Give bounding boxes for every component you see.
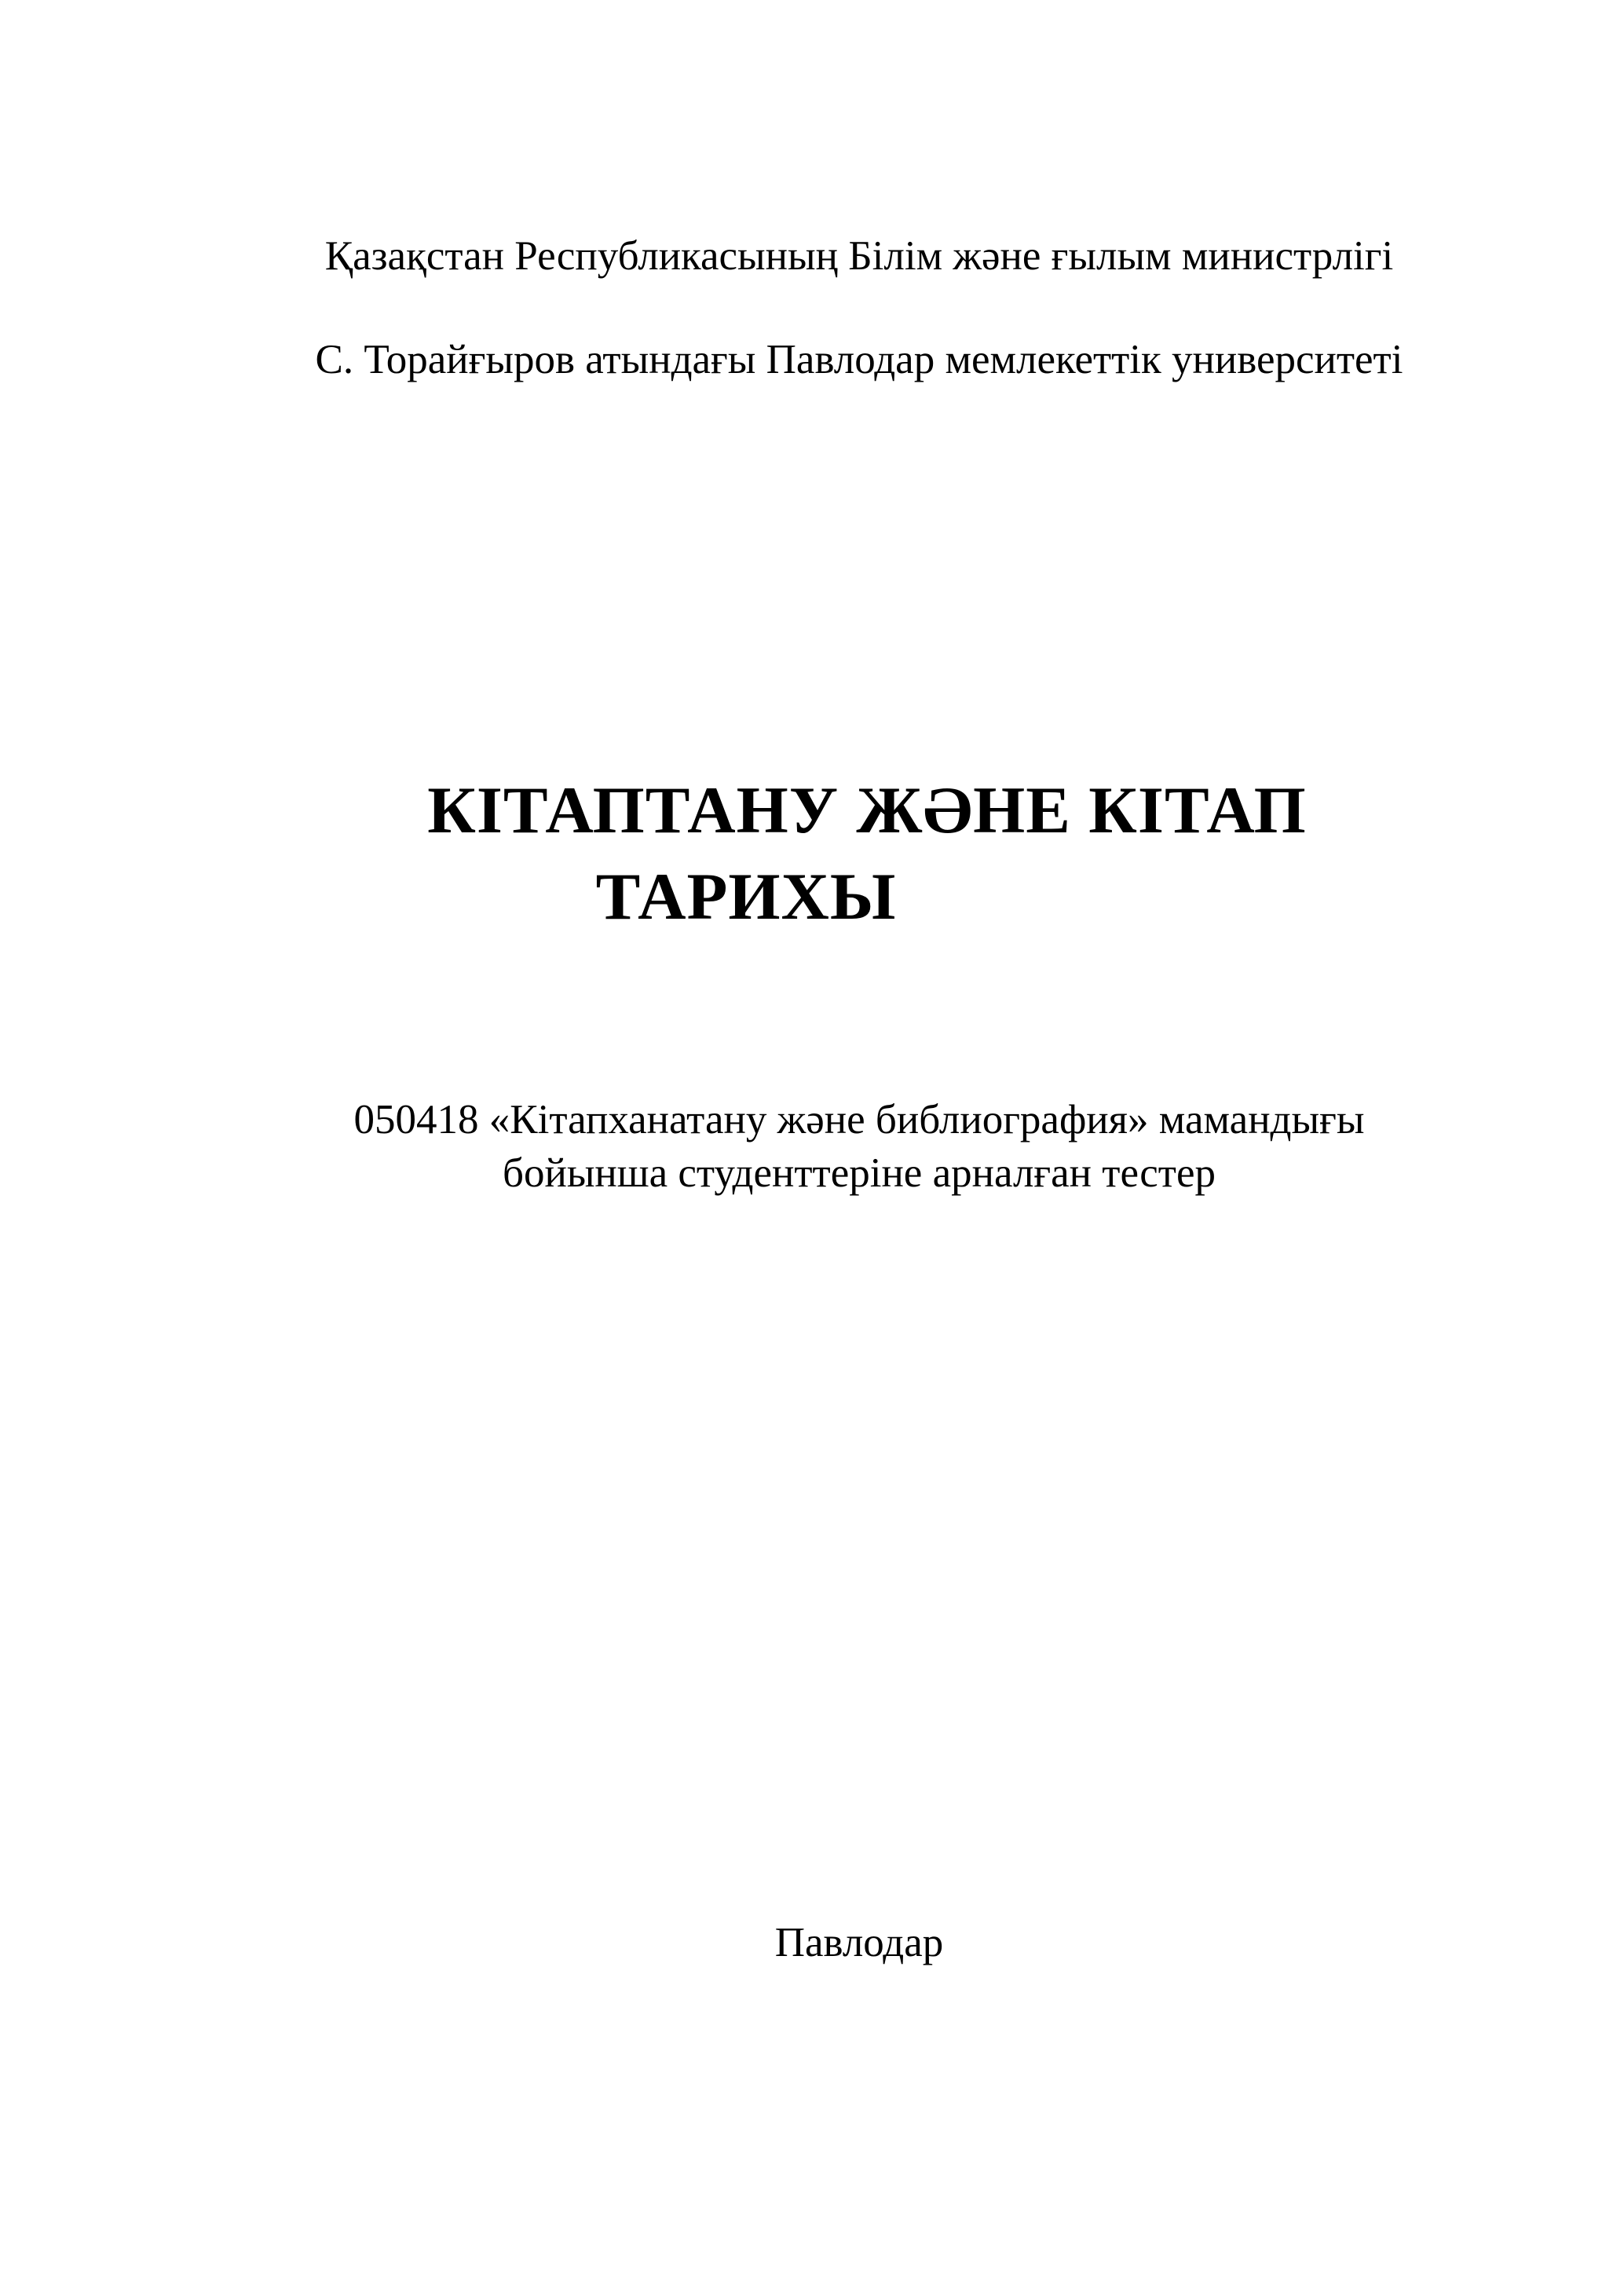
ministry-name: Қазақстан Республикасының Білім және ғылым министрлігі [324,233,1394,279]
subtitle-line-1: 050418 «Кітапханатану және библиография» мамандығы [353,1097,1365,1143]
book-title-line-1: КІТАПТАНУ ЖӘНЕ КІТАП [427,773,1307,847]
publication-city: Павлодар [774,1920,944,1965]
university-name: С. Торайғыров атындағы Павлодар мемлекеттік университеті [315,337,1403,382]
book-title-line-2: ТАРИХЫ [595,860,897,934]
subtitle-line-2: бойынша студенттеріне арналған тестер [502,1150,1216,1196]
